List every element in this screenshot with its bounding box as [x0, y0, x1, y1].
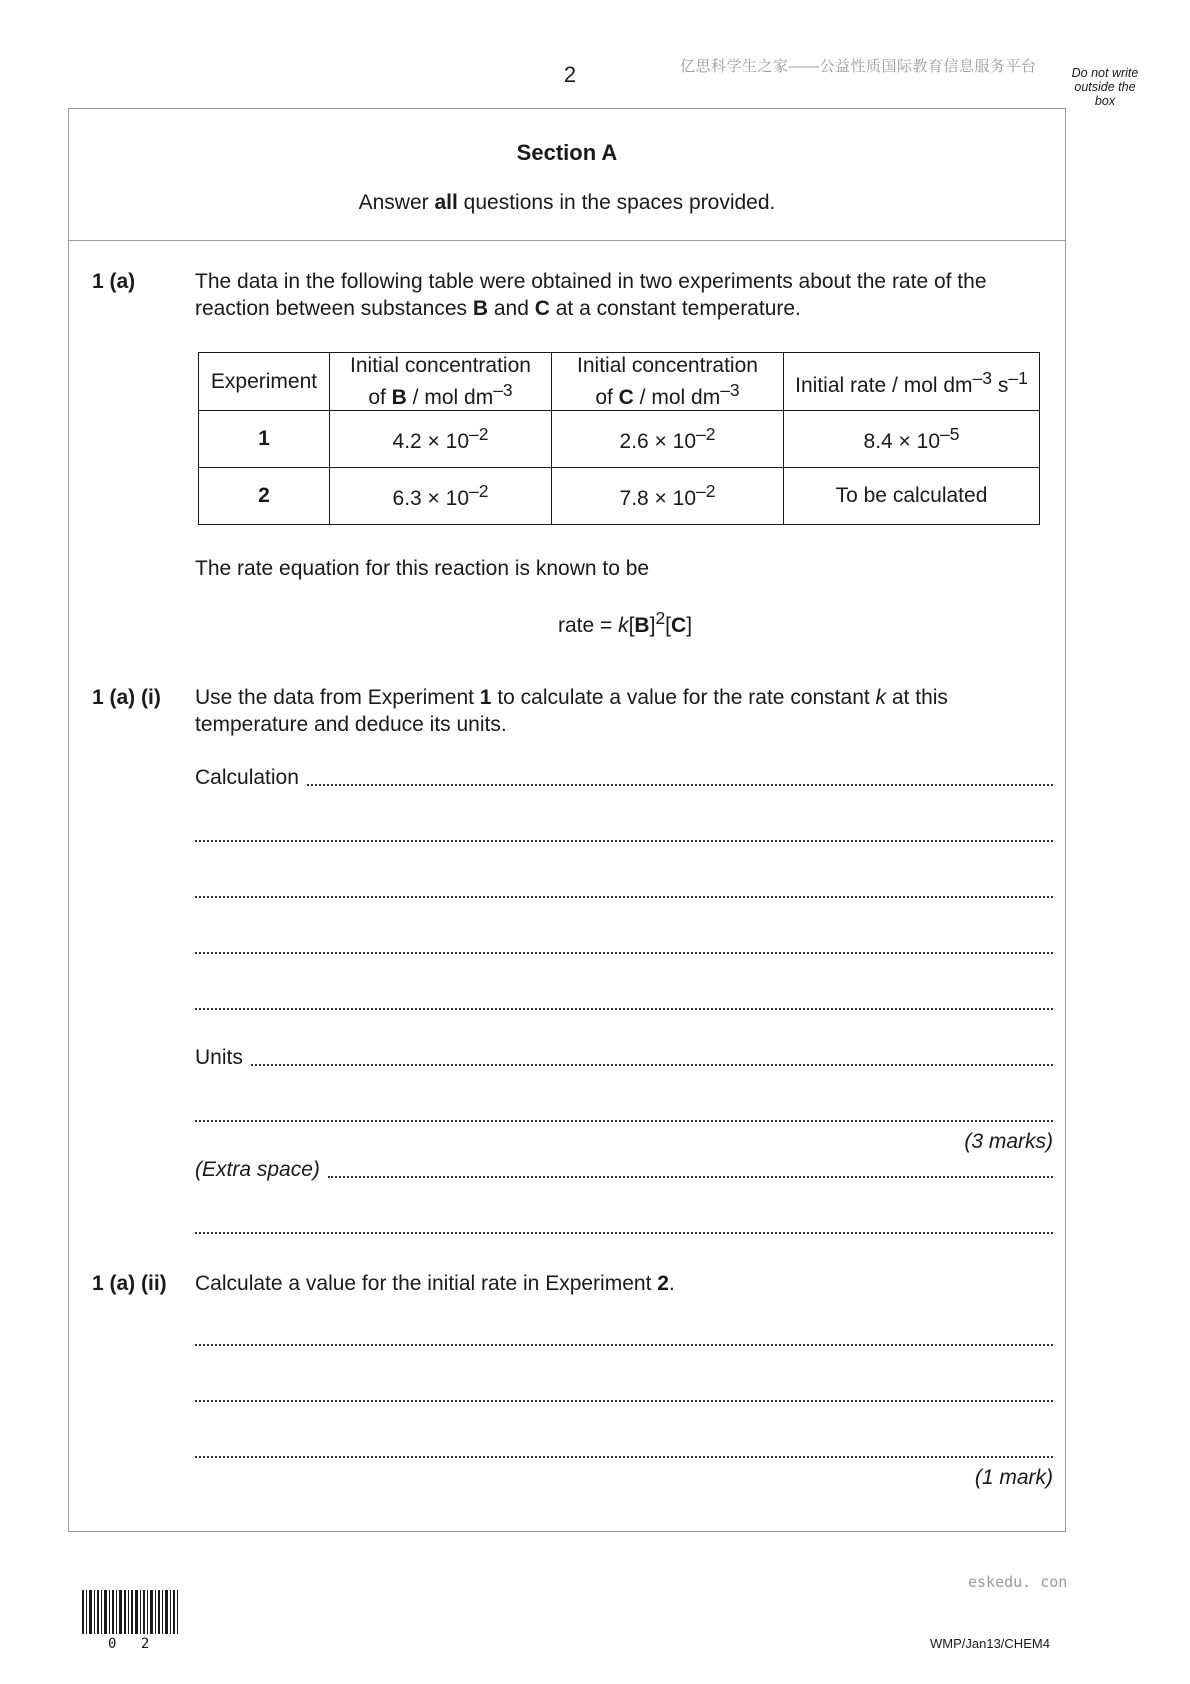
column-header-initial-rate: Initial rate / mol $dm^{-3}$ $s^{-1}$: [784, 353, 1040, 411]
cell-conc-c: $2.6 \times 10^{-2}$: [552, 411, 784, 468]
barcode-icon: [82, 1590, 178, 1634]
footer-watermark: eskedu. con: [968, 1573, 1068, 1591]
table-header-row: [199, 353, 1040, 411]
answer-line[interactable]: [195, 1102, 1053, 1126]
section-title: Section A: [516, 140, 618, 165]
question-number-1aii: 1 (a) (ii): [92, 1272, 167, 1295]
answer-line[interactable]: [195, 822, 1053, 846]
rate-equation-intro: The rate equation for this reaction is known to be: [195, 557, 650, 580]
marks-label: (3 marks): [964, 1130, 1053, 1153]
table-row: [199, 411, 1040, 468]
answer-line[interactable]: [195, 1326, 1053, 1350]
section-instruction: Answer all questions in the spaces provided.: [358, 191, 776, 214]
margin-note-line: Do not write: [1071, 66, 1139, 80]
column-header-conc-b: Initial concentration of B / mol $dm^{-3}$: [330, 353, 552, 411]
column-header-conc-c: Initial concentration of C / mol $dm^{-3}$: [552, 353, 784, 411]
experiment-data-table: [198, 352, 1040, 525]
answer-line-extra-space[interactable]: [195, 1158, 1053, 1182]
question-1ai-text: Use the data from Experiment 1 to calculate a value for the rate constant k at this temperature and deduce its units.: [195, 686, 948, 736]
barcode-number: 0 2: [108, 1636, 158, 1652]
margin-note-line: outside the: [1074, 80, 1136, 94]
calculation-label: Calculation: [195, 766, 299, 789]
cell-initial-rate: To be calculated: [784, 468, 1040, 525]
answer-line[interactable]: [195, 1438, 1053, 1462]
section-divider: [68, 240, 1066, 241]
marks-label: (1 mark): [974, 1466, 1053, 1489]
answer-line[interactable]: [195, 1214, 1053, 1238]
header-watermark: 亿思科学生之家——公益性质国际教育信息服务平台: [680, 58, 1037, 75]
cell-experiment: 1: [199, 411, 330, 468]
question-number-1a: 1 (a): [92, 270, 136, 293]
answer-line[interactable]: [195, 878, 1053, 902]
cell-conc-c: $7.8 \times 10^{-2}$: [552, 468, 784, 525]
answer-line-calculation[interactable]: [195, 766, 1053, 790]
rate-equation: rate = $k[B]^2[C]$: [557, 608, 693, 637]
answer-line-units[interactable]: [195, 1046, 1053, 1070]
table-row: [199, 468, 1040, 525]
units-label: Units: [195, 1046, 243, 1069]
cell-conc-b: $4.2 \times 10^{-2}$: [330, 411, 552, 468]
column-header-experiment: Experiment: [199, 353, 330, 411]
extra-space-label: (Extra space): [195, 1158, 320, 1181]
cell-initial-rate: $8.4 \times 10^{-5}$: [784, 411, 1040, 468]
answer-line[interactable]: [195, 934, 1053, 958]
margin-note-line: box: [1094, 94, 1116, 108]
answer-line[interactable]: [195, 990, 1053, 1014]
question-number-1ai: 1 (a) (i): [92, 686, 161, 709]
margin-note: [1062, 66, 1148, 108]
question-1aii-text: Calculate a value for the initial rate in Experiment 2.: [195, 1272, 675, 1295]
page-number: 2: [563, 62, 577, 87]
cell-experiment: 2: [199, 468, 330, 525]
question-1a-text: The data in the following table were obtained in two experiments about the rate of the reaction between substances B and C at a constant temperature.: [195, 270, 987, 320]
footer-code: WMP/Jan13/CHEM4: [930, 1636, 1050, 1651]
cell-conc-b: $6.3 \times 10^{-2}$: [330, 468, 552, 525]
answer-line[interactable]: [195, 1382, 1053, 1406]
